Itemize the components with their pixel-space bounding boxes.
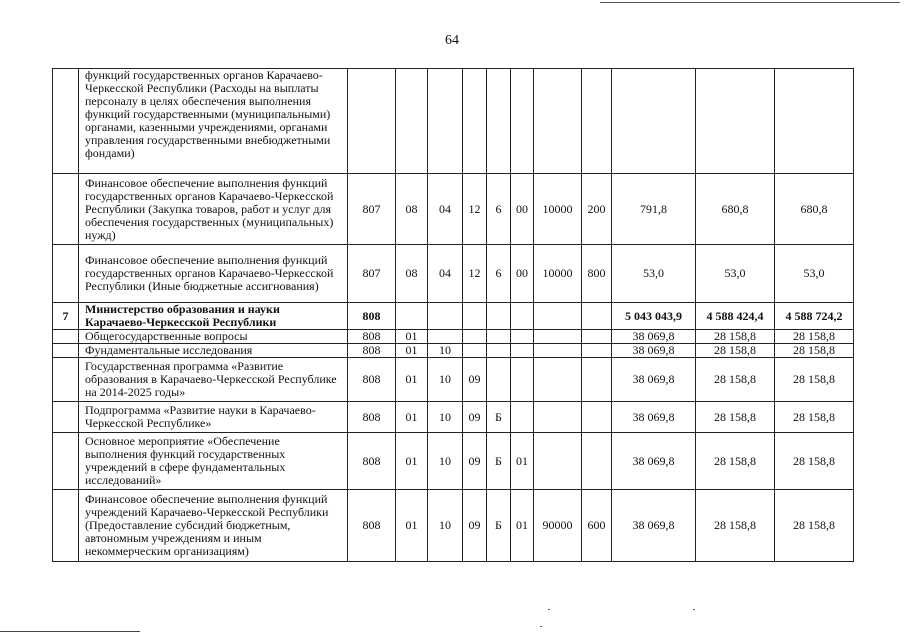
row-name: Фундаментальные исследования bbox=[79, 344, 348, 358]
direction-code bbox=[534, 402, 582, 433]
amount-year-1: 38 069,8 bbox=[612, 402, 696, 433]
section-code: 01 bbox=[396, 433, 428, 490]
table-row bbox=[53, 490, 854, 562]
amount-year-3: 28 158,8 bbox=[775, 344, 854, 358]
row-number bbox=[53, 344, 79, 358]
expense-type-code bbox=[582, 69, 612, 174]
program-code: 09 bbox=[463, 358, 487, 402]
table-row bbox=[53, 358, 854, 402]
event-code bbox=[511, 402, 534, 433]
direction-code: 90000 bbox=[534, 490, 582, 562]
subprogram-code bbox=[487, 344, 511, 358]
direction-code bbox=[534, 433, 582, 490]
scan-speck bbox=[540, 626, 542, 627]
row-number bbox=[53, 330, 79, 344]
subsection-code bbox=[428, 303, 463, 330]
program-code bbox=[463, 344, 487, 358]
row-number: 7 bbox=[53, 303, 79, 330]
amount-year-1: 38 069,8 bbox=[612, 433, 696, 490]
table-row bbox=[53, 303, 854, 330]
subprogram-code: Б bbox=[487, 490, 511, 562]
section-code: 01 bbox=[396, 358, 428, 402]
amount-year-3: 28 158,8 bbox=[775, 330, 854, 344]
subsection-code: 10 bbox=[428, 490, 463, 562]
subprogram-code: Б bbox=[487, 402, 511, 433]
program-code: 12 bbox=[463, 245, 487, 303]
row-number bbox=[53, 402, 79, 433]
amount-year-3: 28 158,8 bbox=[775, 433, 854, 490]
event-code: 01 bbox=[511, 490, 534, 562]
amount-year-1: 38 069,8 bbox=[612, 358, 696, 402]
subprogram-code bbox=[487, 303, 511, 330]
direction-code bbox=[534, 344, 582, 358]
table-row bbox=[53, 245, 854, 303]
expense-type-code: 200 bbox=[582, 174, 612, 245]
expense-type-code: 800 bbox=[582, 245, 612, 303]
table-row bbox=[53, 433, 854, 490]
subprogram-code: 6 bbox=[487, 174, 511, 245]
amount-year-1: 791,8 bbox=[612, 174, 696, 245]
event-code bbox=[511, 330, 534, 344]
subprogram-code bbox=[487, 358, 511, 402]
program-code bbox=[463, 303, 487, 330]
program-code: 09 bbox=[463, 433, 487, 490]
program-code: 09 bbox=[463, 490, 487, 562]
direction-code bbox=[534, 303, 582, 330]
amount-year-3: 28 158,8 bbox=[775, 490, 854, 562]
amount-year-1: 38 069,8 bbox=[612, 344, 696, 358]
amount-year-2 bbox=[696, 69, 775, 174]
page-number: 64 bbox=[445, 33, 459, 48]
subsection-code: 10 bbox=[428, 344, 463, 358]
subsection-code bbox=[428, 330, 463, 344]
amount-year-2: 28 158,8 bbox=[696, 402, 775, 433]
ministry-code: 808 bbox=[348, 490, 396, 562]
row-name: Основное мероприятие «Обеспечение выполнения функций государственных учреждений в сфере фундаментальных исследований» bbox=[79, 433, 348, 490]
scan-speck bbox=[548, 609, 550, 610]
amount-year-3: 28 158,8 bbox=[775, 402, 854, 433]
section-code: 01 bbox=[396, 402, 428, 433]
ministry-code: 808 bbox=[348, 344, 396, 358]
event-code bbox=[511, 303, 534, 330]
amount-year-2: 4 588 424,4 bbox=[696, 303, 775, 330]
table-row bbox=[53, 174, 854, 245]
row-name: Государственная программа «Развитие образования в Карачаево-Черкесской Республике на 2014-2025 годы» bbox=[79, 358, 348, 402]
row-name: Финансовое обеспечение выполнения функций учреждений Карачаево-Черкесской Республики (Предоставление субсидий бюджетным, автономным учреждениям и иным некоммерческим организациям) bbox=[79, 490, 348, 562]
event-code: 01 bbox=[511, 433, 534, 490]
amount-year-3: 28 158,8 bbox=[775, 358, 854, 402]
event-code: 00 bbox=[511, 174, 534, 245]
section-code: 01 bbox=[396, 490, 428, 562]
subsection-code: 10 bbox=[428, 358, 463, 402]
row-name: Общегосударственные вопросы bbox=[79, 330, 348, 344]
program-code: 12 bbox=[463, 174, 487, 245]
section-code bbox=[396, 303, 428, 330]
scan-edge-top bbox=[600, 2, 900, 3]
subsection-code: 04 bbox=[428, 174, 463, 245]
amount-year-2: 28 158,8 bbox=[696, 358, 775, 402]
section-code: 08 bbox=[396, 245, 428, 303]
subsection-code: 04 bbox=[428, 245, 463, 303]
row-number bbox=[53, 174, 79, 245]
section-code bbox=[396, 69, 428, 174]
row-number bbox=[53, 69, 79, 174]
amount-year-3: 680,8 bbox=[775, 174, 854, 245]
subsection-code bbox=[428, 69, 463, 174]
event-code bbox=[511, 358, 534, 402]
table-row bbox=[53, 69, 854, 174]
row-number bbox=[53, 433, 79, 490]
row-number bbox=[53, 490, 79, 562]
amount-year-3: 53,0 bbox=[775, 245, 854, 303]
amount-year-3: 4 588 724,2 bbox=[775, 303, 854, 330]
ministry-code: 808 bbox=[348, 358, 396, 402]
program-code bbox=[463, 69, 487, 174]
table-row bbox=[53, 344, 854, 358]
program-code: 09 bbox=[463, 402, 487, 433]
ministry-code: 807 bbox=[348, 174, 396, 245]
program-code bbox=[463, 330, 487, 344]
section-code: 08 bbox=[396, 174, 428, 245]
expense-type-code bbox=[582, 358, 612, 402]
direction-code: 10000 bbox=[534, 174, 582, 245]
amount-year-2: 53,0 bbox=[696, 245, 775, 303]
row-name: функций государственных органов Карачаево-Черкесской Республики (Расходы на выплаты персоналу в целях обеспечения выполнения функций государственными (муниципальными) органами, казенными учреждениями, органами управления государственными внебюджетными фондами) bbox=[79, 69, 348, 174]
amount-year-2: 28 158,8 bbox=[696, 344, 775, 358]
subprogram-code: 6 bbox=[487, 245, 511, 303]
amount-year-1: 38 069,8 bbox=[612, 330, 696, 344]
subsection-code: 10 bbox=[428, 402, 463, 433]
ministry-code: 808 bbox=[348, 433, 396, 490]
row-name: Финансовое обеспечение выполнения функций государственных органов Карачаево-Черкесской Республики (Иные бюджетные ассигнования) bbox=[79, 245, 348, 303]
direction-code bbox=[534, 358, 582, 402]
amount-year-2: 680,8 bbox=[696, 174, 775, 245]
expense-type-code bbox=[582, 303, 612, 330]
ministry-code: 808 bbox=[348, 330, 396, 344]
row-name: Финансовое обеспечение выполнения функций государственных органов Карачаево-Черкесской Республики (Закупка товаров, работ и услуг для обеспечения государственных (муниципальных) нужд) bbox=[79, 174, 348, 245]
expense-type-code bbox=[582, 330, 612, 344]
budget-table bbox=[52, 68, 854, 562]
subprogram-code: Б bbox=[487, 433, 511, 490]
section-code: 01 bbox=[396, 330, 428, 344]
subprogram-code bbox=[487, 330, 511, 344]
table-row bbox=[53, 402, 854, 433]
row-number bbox=[53, 358, 79, 402]
amount-year-1 bbox=[612, 69, 696, 174]
expense-type-code bbox=[582, 344, 612, 358]
event-code bbox=[511, 69, 534, 174]
expense-type-code: 600 bbox=[582, 490, 612, 562]
ministry-code: 807 bbox=[348, 245, 396, 303]
row-name: Министерство образования и науки Карачаево-Черкесской Республики bbox=[79, 303, 348, 330]
subsection-code: 10 bbox=[428, 433, 463, 490]
section-code: 01 bbox=[396, 344, 428, 358]
scan-edge-bottom bbox=[0, 631, 140, 632]
direction-code bbox=[534, 69, 582, 174]
direction-code: 10000 bbox=[534, 245, 582, 303]
event-code: 00 bbox=[511, 245, 534, 303]
row-name: Подпрограмма «Развитие науки в Карачаево-Черкесской Республике» bbox=[79, 402, 348, 433]
subprogram-code bbox=[487, 69, 511, 174]
direction-code bbox=[534, 330, 582, 344]
scan-speck bbox=[693, 609, 695, 610]
amount-year-2: 28 158,8 bbox=[696, 490, 775, 562]
table-row bbox=[53, 330, 854, 344]
amount-year-1: 53,0 bbox=[612, 245, 696, 303]
expense-type-code bbox=[582, 402, 612, 433]
amount-year-3 bbox=[775, 69, 854, 174]
event-code bbox=[511, 344, 534, 358]
amount-year-2: 28 158,8 bbox=[696, 433, 775, 490]
amount-year-1: 5 043 043,9 bbox=[612, 303, 696, 330]
ministry-code: 808 bbox=[348, 402, 396, 433]
amount-year-2: 28 158,8 bbox=[696, 330, 775, 344]
row-number bbox=[53, 245, 79, 303]
amount-year-1: 38 069,8 bbox=[612, 490, 696, 562]
ministry-code bbox=[348, 69, 396, 174]
ministry-code: 808 bbox=[348, 303, 396, 330]
expense-type-code bbox=[582, 433, 612, 490]
